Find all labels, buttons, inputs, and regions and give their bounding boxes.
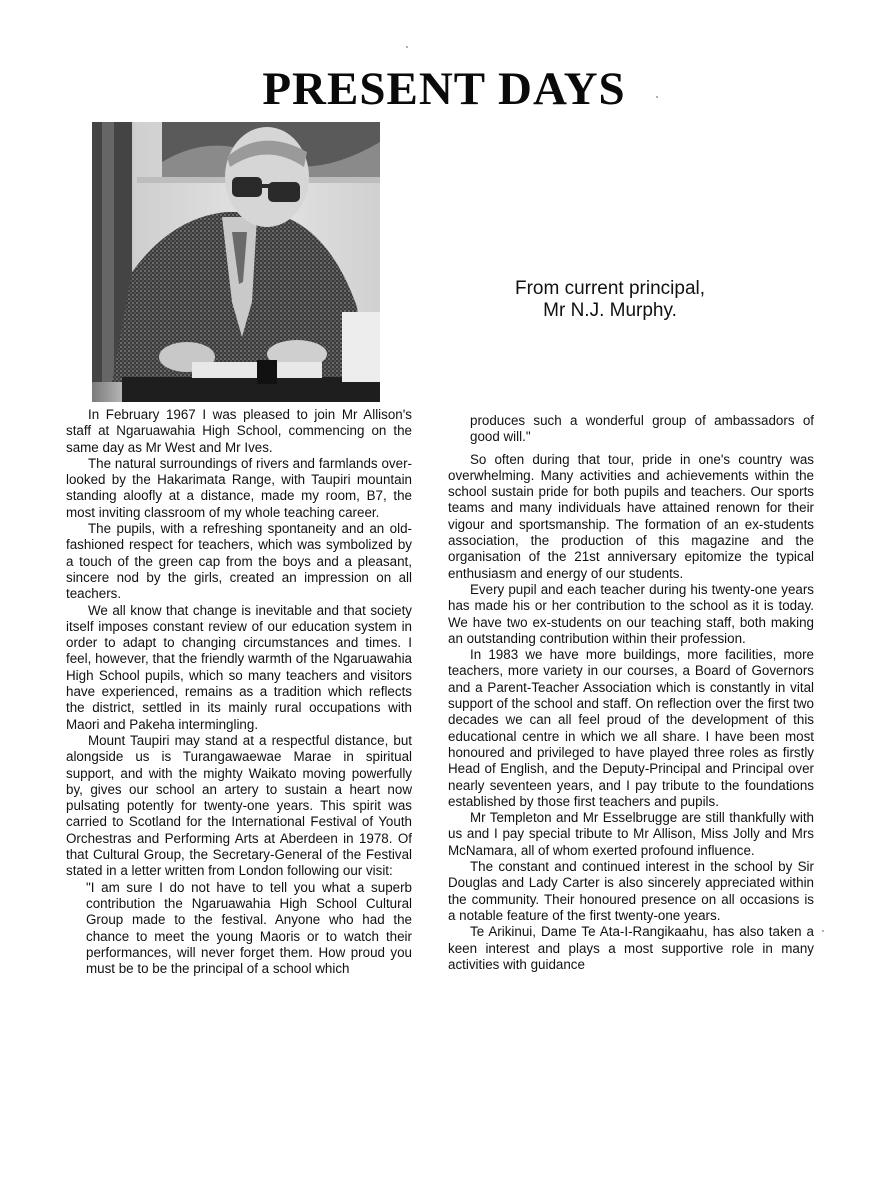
byline-line-1: From current principal, bbox=[514, 278, 706, 299]
photo-illustration bbox=[92, 122, 380, 402]
paragraph: The natural surroundings of rivers and farmlands over-looked by the Hakarimata Range, with Taupiri mountain standing aloofly at a distance, made my room, B7, the most inviting classroom of my whole teaching career. bbox=[66, 455, 412, 520]
block-quote-continuation: produces such a wonderful group of ambassadors of good will." bbox=[470, 413, 814, 445]
paragraph: Te Arikinui, Dame Te Ata-I-Rangikaahu, has also taken a keen interest and plays a most supportive role in many activities with guidance bbox=[448, 924, 814, 972]
paragraph: Every pupil and each teacher during his twenty-one years has made his or her contribution to the school as it is today. We have two ex-students on our teaching staff, both making an outstanding contribution within their profession. bbox=[448, 581, 814, 646]
scan-speck bbox=[822, 930, 824, 932]
paragraph: Mr Templeton and Mr Esselbrugge are still thankfully with us and I pay special tribute to Mr Allison, Miss Jolly and Mrs McNamara, all of whom exerted profound influence. bbox=[448, 810, 814, 858]
paragraph: In February 1967 I was pleased to join Mr Allison's staff at Ngaruawahia High School, commencing on the same day as Mr West and Mr Ives. bbox=[66, 407, 412, 455]
scan-speck bbox=[656, 96, 658, 98]
paragraph: We all know that change is inevitable and that society itself imposes constant review of our education system in order to adapt to changing circumstances and times. I feel, however, that the friendly warmth of the Ngaruawahia High School pupils, which so many teachers and visitors have experienced, remains as a tradition which reflects the district, settled in its mainly rural occupations with Maori and Pakeha intermingling. bbox=[66, 602, 412, 732]
scan-speck bbox=[406, 46, 408, 48]
paragraph: The pupils, with a refreshing spontaneity and an old-fashioned respect for teachers, which was symbolized by a touch of the green cap from the boys and a pleasant, sincere nod by the girls, created an impression on all teachers. bbox=[66, 521, 412, 602]
byline-line-2: Mr N.J. Murphy. bbox=[543, 300, 677, 321]
article-byline bbox=[440, 278, 780, 322]
block-quote: "I am sure I do not have to tell you what a superb contribution the Ngaruawahia High School Cultural Group made to the festival. Anyone who had the chance to meet the young Maoris or to watch their performances, will never forget them. How proud you must be to be the principal of a school which bbox=[86, 879, 412, 977]
right-column bbox=[448, 413, 814, 973]
left-column bbox=[66, 407, 412, 977]
page-title: PRESENT DAYS bbox=[262, 63, 626, 115]
paragraph: So often during that tour, pride in one's country was overwhelming. Many activities and achievements within the school sustain pride for both pupils and teachers. Our sports teams and many individuals have attained renown for their vigour and sportsmanship. The formation of an ex-students association, the production of this magazine and the organisation of the 21st anniversary epitomize the typical enthusiasm and energy of our students. bbox=[448, 451, 814, 581]
paragraph: In 1983 we have more buildings, more facilities, more teachers, more variety in our courses, a Board of Governors and a Parent-Teacher Association which is constantly in vital support of the school and staff. On reflection over the first two decades we can all feel proud of the development of this educational centre in which we all share. I have been most honoured and privileged to have played three roles as firstly Head of English, and the Deputy-Principal and Principal over nearly seventeen years, and I pay tribute to the foundations established by those first teachers and pupils. bbox=[448, 647, 814, 809]
principal-photo bbox=[92, 122, 380, 402]
paragraph: The constant and continued interest in the school by Sir Douglas and Lady Carter is also sincerely appreciated within the community. Their honoured presence on all occasions is a notable feature of the first twenty-one years. bbox=[448, 859, 814, 923]
paragraph: Mount Taupiri may stand at a respectful distance, but alongside us is Turangawaewae Marae in spiritual support, and with the mighty Waikato moving powerfully by, gives our school an artery to sustain a heart now pulsating potently for twenty-one years. This spirit was carried to Scotland for the International Festival of Youth Orchestras and Performing Arts at Aberdeen in 1978. Of that Cultural Group, the Secretary-General of the Festival stated in a letter written from London following our visit: bbox=[66, 732, 412, 879]
